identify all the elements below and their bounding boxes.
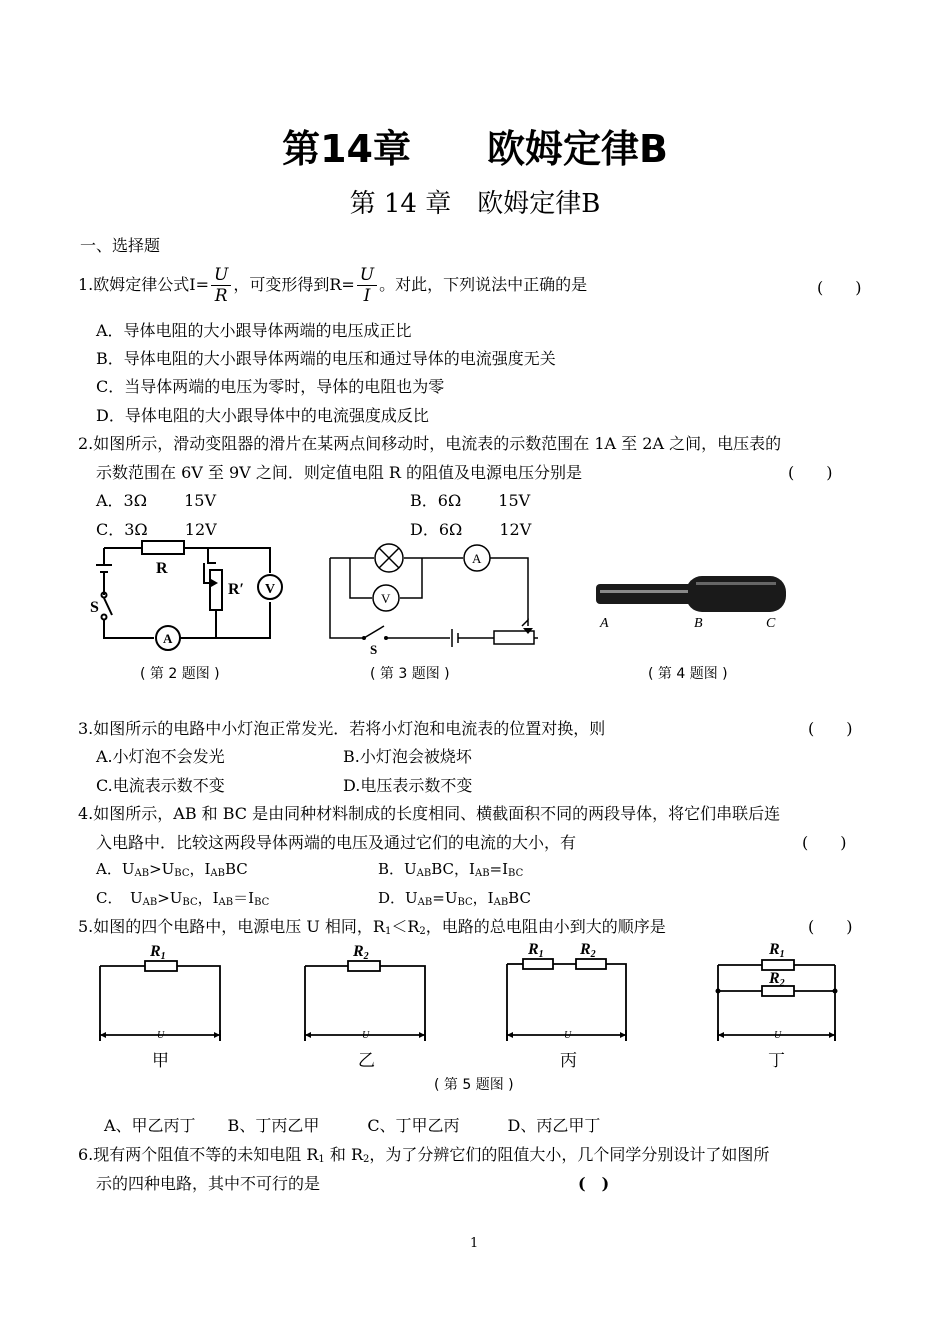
page-number: 1	[470, 1236, 479, 1251]
q2-answer-bracket: ( )	[788, 463, 833, 482]
q5-answer-bracket: ( )	[808, 917, 853, 936]
fig2-label-s: S	[90, 599, 99, 616]
q4-option-a: A．$U_{AB}>U_{BC}$，$I_{AB}BC$	[96, 860, 248, 879]
fig5-ding-r1-label: R1	[769, 941, 785, 960]
fig3-label-s: S	[370, 642, 378, 657]
q4-option-b: B．$U_{AB}BC$，$I_{AB}=I_{BC}$	[378, 860, 524, 879]
fig2-label-a: A	[163, 631, 173, 646]
fig5-label-yi: 乙	[358, 1051, 375, 1070]
q6-answer-bracket: ( )	[578, 1174, 610, 1193]
q3-option-d: D.电压表示数不变	[343, 776, 473, 795]
rheostat	[210, 570, 222, 610]
q1-post: 。对此，下列说法中正确的是	[379, 275, 588, 294]
fig5-ding-r2-label: R2	[769, 970, 785, 989]
fig2-label-rp: R′	[228, 581, 245, 598]
q1-pre: 1.欧姆定律公式I=	[78, 275, 209, 294]
q5-stem: 5.如图的四个电路中，电源电压 U 相同，$R_1<R_2$，电路的总电阻由小到大的顺序是	[78, 917, 666, 937]
q2-option-b: B．6Ω 15V	[410, 491, 531, 510]
page-title: 第14章 欧姆定律B	[282, 127, 668, 171]
q1-option-a: A．导体电阻的大小跟导体两端的电压成正比	[96, 321, 412, 340]
fig5-bing-u: U	[564, 1030, 572, 1041]
q6-stem-line2: 示的四种电路，其中不可行的是	[96, 1174, 321, 1193]
q5-options: A、甲乙丙丁 B、丁丙乙甲 C、丁甲乙丙 D、丙乙甲丁	[104, 1116, 601, 1135]
q2-option-d: D．6Ω 12V	[410, 520, 532, 539]
fig3-label-a: A	[472, 551, 482, 566]
q1-option-d: D．导体电阻的大小跟导体中的电流强度成反比	[96, 406, 429, 425]
fig5-label-ding: 丁	[768, 1051, 785, 1070]
q2-option-a: A．3Ω 15V	[96, 491, 217, 510]
q4-option-d: D．$U_{AB}=U_{BC}$，$I_{AB}BC$	[378, 889, 531, 908]
q4-answer-bracket: ( )	[802, 833, 847, 852]
q4-option-c: C． $U_{AB}>U_{BC}$，$I_{AB}=I_{BC}$	[96, 889, 270, 908]
fig5-yi-u: U	[362, 1030, 370, 1041]
figure-2-caption: ( 第 2 题图 )	[140, 666, 220, 682]
fig3-label-v: V	[381, 591, 391, 606]
q3-answer-bracket: ( )	[808, 719, 853, 738]
figure-4-conductors	[588, 572, 808, 642]
resistor-r	[142, 541, 184, 554]
fig4-label-a: A	[600, 616, 609, 631]
fig5-jia-r1-label: R1	[150, 943, 166, 962]
q2-stem-line1: 2.如图所示，滑动变阻器的滑片在某两点间移动时，电流表的示数范围在 1A 至 2A 之间，电压表的	[78, 434, 782, 453]
fig2-label-r: R	[156, 560, 168, 577]
figure-5-circuits	[90, 938, 850, 1078]
fig4-label-b: B	[694, 616, 703, 631]
q1-answer-bracket: ( )	[817, 278, 862, 297]
section-heading: 一、选择题	[80, 236, 161, 255]
conductor-ab	[596, 584, 694, 604]
q1-fraction-2: $\frac{U}{I}$	[357, 265, 377, 306]
q1-option-b: B．导体电阻的大小跟导体两端的电压和通过导体的电流强度无关	[96, 349, 556, 368]
q1-fraction-1: $\frac{U}{R}$	[211, 265, 231, 306]
fig5-bing-r2-label: R2	[580, 941, 596, 960]
figure-3-circuit	[322, 540, 542, 655]
fig5-label-bing: 丙	[560, 1051, 577, 1070]
q3-stem: 3.如图所示的电路中小灯泡正常发光．若将小灯泡和电流表的位置对换，则	[78, 719, 606, 738]
fig5-jia-u: U	[157, 1030, 165, 1041]
fig5-ding-u: U	[774, 1030, 782, 1041]
fig5-bing-r1-label: R1	[528, 941, 544, 960]
figure-4-caption: ( 第 4 题图 )	[648, 666, 728, 682]
figure-5-caption: ( 第 5 题图 )	[434, 1077, 514, 1093]
fig5-label-jia: 甲	[152, 1051, 169, 1070]
conductor-bc	[686, 576, 786, 612]
fig4-label-c: C	[766, 616, 776, 631]
q2-option-c: C．3Ω 12V	[96, 520, 217, 539]
q1-option-c: C．当导体两端的电压为零时，导体的电阻也为零	[96, 377, 445, 396]
q1-mid: ，可变形得到R=	[233, 275, 355, 294]
figure-2-circuit	[90, 535, 300, 665]
fig2-label-v: V	[265, 582, 276, 597]
q1-stem	[78, 258, 587, 312]
q4-stem-line1: 4.如图所示，AB 和 BC 是由同种材料制成的长度相同、横截面积不同的两段导体，将它们串联后连	[78, 804, 781, 823]
page-subtitle: 第 14 章 欧姆定律B	[349, 189, 601, 219]
q2-stem-line2: 示数范围在 6V 至 9V 之间．则定值电阻 R 的阻值及电源电压分别是	[96, 463, 583, 482]
fig5-yi-r2-label: R2	[353, 943, 369, 962]
q3-option-b: B.小灯泡会被烧坏	[343, 747, 472, 766]
q3-option-a: A.小灯泡不会发光	[96, 747, 225, 766]
figure-3-caption: ( 第 3 题图 )	[370, 666, 450, 682]
q6-stem-line1: 6.现有两个阻值不等的未知电阻 $R_1$ 和 $R_2$，为了分辨它们的阻值大小，几个同学分别设计了如图所	[78, 1145, 770, 1165]
q3-option-c: C.电流表示数不变	[96, 776, 225, 795]
q4-stem-line2: 入电路中．比较这两段导体两端的电压及通过它们的电流的大小，有	[96, 833, 577, 852]
